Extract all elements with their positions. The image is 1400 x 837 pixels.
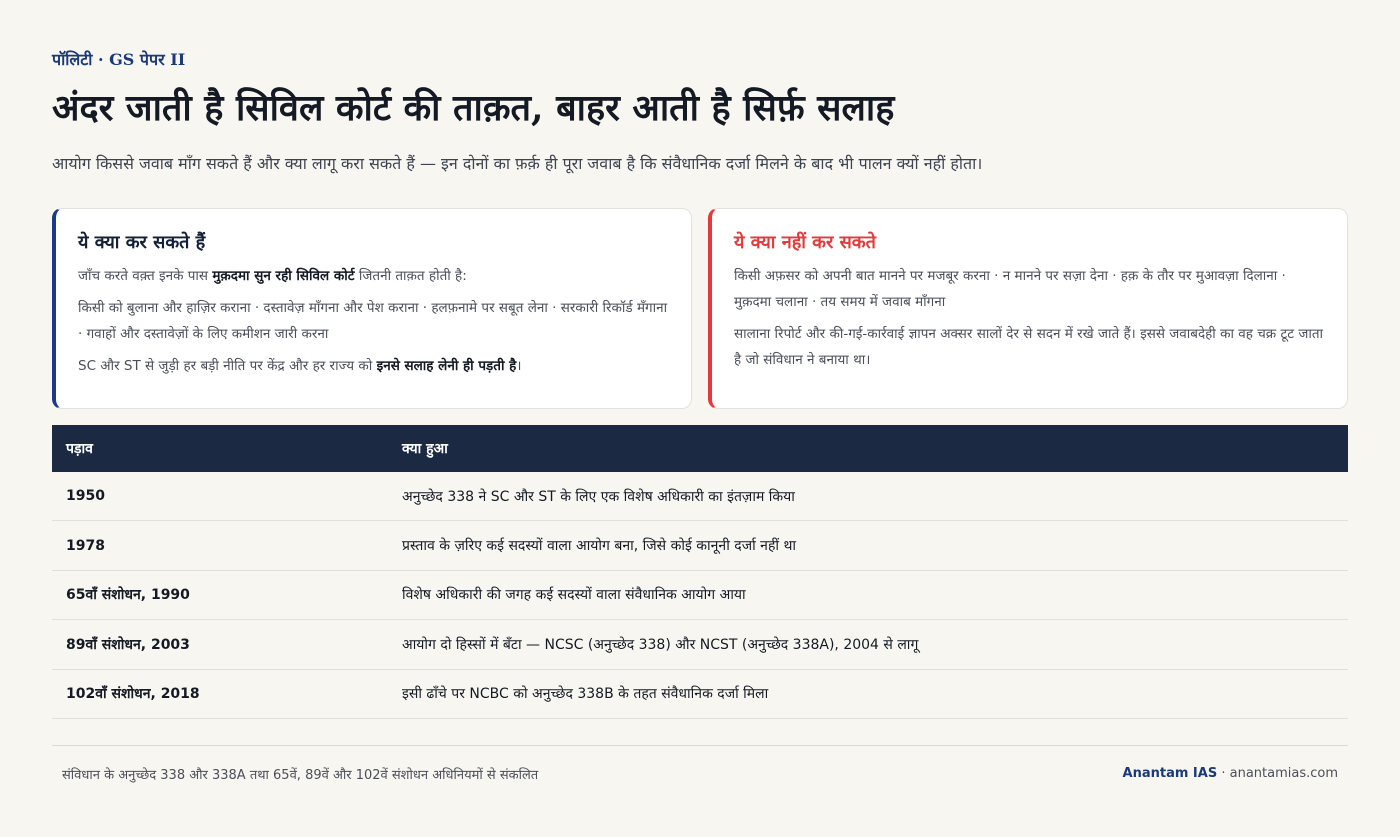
intro-text-end: जितनी ताक़त होती है: bbox=[354, 268, 467, 284]
source-note: संविधान के अनुच्छेद 338 और 338A तथा 65वें, 89वें और 102वें संशोधन अधिनियमों से संकलित bbox=[62, 767, 539, 783]
limits-list: किसी अफ़सर को अपनी बात मानने पर मजबूर करना · न मानने पर सज़ा देना · हक़ के तौर पर मुआवज़ा दिलाना · मुक़दमा चलाना · तय समय में जवाब माँगना bbox=[734, 268, 1286, 310]
page-subtitle: आयोग किससे जवाब माँग सकते हैं और क्या लागू करा सकते हैं — इन दोनों का फ़र्क़ ही पूरा जवाब है कि संवैधानिक दर्जा मिलने के बाद भी पालन क्यों नहीं होता। bbox=[52, 154, 983, 173]
brand-credit bbox=[1123, 766, 1338, 781]
event-cell: प्रस्ताव के ज़रिए कई सदस्यों वाला आयोग बना, जिसे कोई कानूनी दर्जा नहीं था bbox=[402, 538, 797, 555]
table-header bbox=[52, 425, 1348, 472]
cannot-do-heading: ये क्या नहीं कर सकते bbox=[734, 232, 876, 253]
column-header-event: क्या हुआ bbox=[402, 441, 448, 457]
stage-cell: 1978 bbox=[66, 537, 105, 554]
stage-cell: 89वाँ संशोधन, 2003 bbox=[66, 636, 190, 653]
intro-bold-text: मुक़दमा सुन रही सिविल कोर्ट bbox=[212, 268, 355, 284]
event-cell: विशेष अधिकारी की जगह कई सदस्यों वाला संवैधानिक आयोग आया bbox=[402, 587, 746, 604]
event-cell: अनुच्छेद 338 ने SC और ST के लिए एक विशेष अधिकारी का इंतज़ाम किया bbox=[402, 488, 795, 505]
table-row bbox=[52, 521, 1348, 570]
stage-cell: 65वाँ संशोधन, 1990 bbox=[66, 587, 190, 604]
page-title: अंदर जाती है सिविल कोर्ट की ताक़त, बाहर आती है सिर्फ़ सलाह bbox=[52, 87, 895, 129]
stage-cell: 1950 bbox=[66, 488, 105, 505]
consult-text: SC और ST से जुड़ी हर बड़ी नीति पर केंद्र और हर राज्य को bbox=[78, 358, 377, 374]
brand-site-link[interactable]: anantamias.com bbox=[1229, 766, 1338, 781]
table-row bbox=[52, 620, 1348, 669]
page-footer bbox=[52, 745, 1348, 801]
brand-separator: · bbox=[1217, 766, 1230, 781]
table-row bbox=[52, 670, 1348, 719]
stage-cell: 102वाँ संशोधन, 2018 bbox=[66, 686, 200, 703]
section-kicker: पॉलिटी · GS पेपर II bbox=[52, 50, 186, 69]
civil-court-powers-intro bbox=[78, 263, 669, 289]
accountability-note: सालाना रिपोर्ट और की-गई-कार्रवाई ज्ञापन अक्सर सालों देर से सदन में रखे जाते हैं। इससे जवाबदेही का वह चक्र टूट जाता है जो संविधान ने बनाया था। bbox=[734, 326, 1324, 368]
timeline-table bbox=[52, 425, 1348, 719]
column-header-stage: पड़ाव bbox=[66, 441, 93, 457]
consult-bold-text: इनसे सलाह लेनी ही पड़ती है bbox=[376, 358, 517, 374]
table-row bbox=[52, 571, 1348, 620]
consultation-note bbox=[78, 353, 669, 379]
brand-name: Anantam IAS bbox=[1122, 766, 1218, 781]
event-cell: इसी ढाँचे पर NCBC को अनुच्छेद 338B के तहत संवैधानिक दर्जा मिला bbox=[402, 686, 769, 703]
event-cell: आयोग दो हिस्सों में बँटा — NCSC (अनुच्छेद 338) और NCST (अनुच्छेद 338A), 2004 से लागू bbox=[402, 636, 919, 653]
consult-text-end: । bbox=[516, 358, 522, 374]
intro-text: जाँच करते वक़्त इनके पास bbox=[78, 268, 213, 284]
table-row bbox=[52, 472, 1348, 521]
can-do-card bbox=[52, 208, 692, 409]
can-do-heading: ये क्या कर सकते हैं bbox=[78, 232, 206, 253]
cannot-do-card bbox=[708, 208, 1348, 409]
powers-list: किसी को बुलाना और हाज़िर कराना · दस्तावेज़ माँगना और पेश कराना · हलफ़नामे पर सबूत लेना · सरकारी रिकॉर्ड मँगाना · गवाहों और दस्तावेज़ों के लिए कमीशन जारी करना bbox=[78, 300, 668, 342]
